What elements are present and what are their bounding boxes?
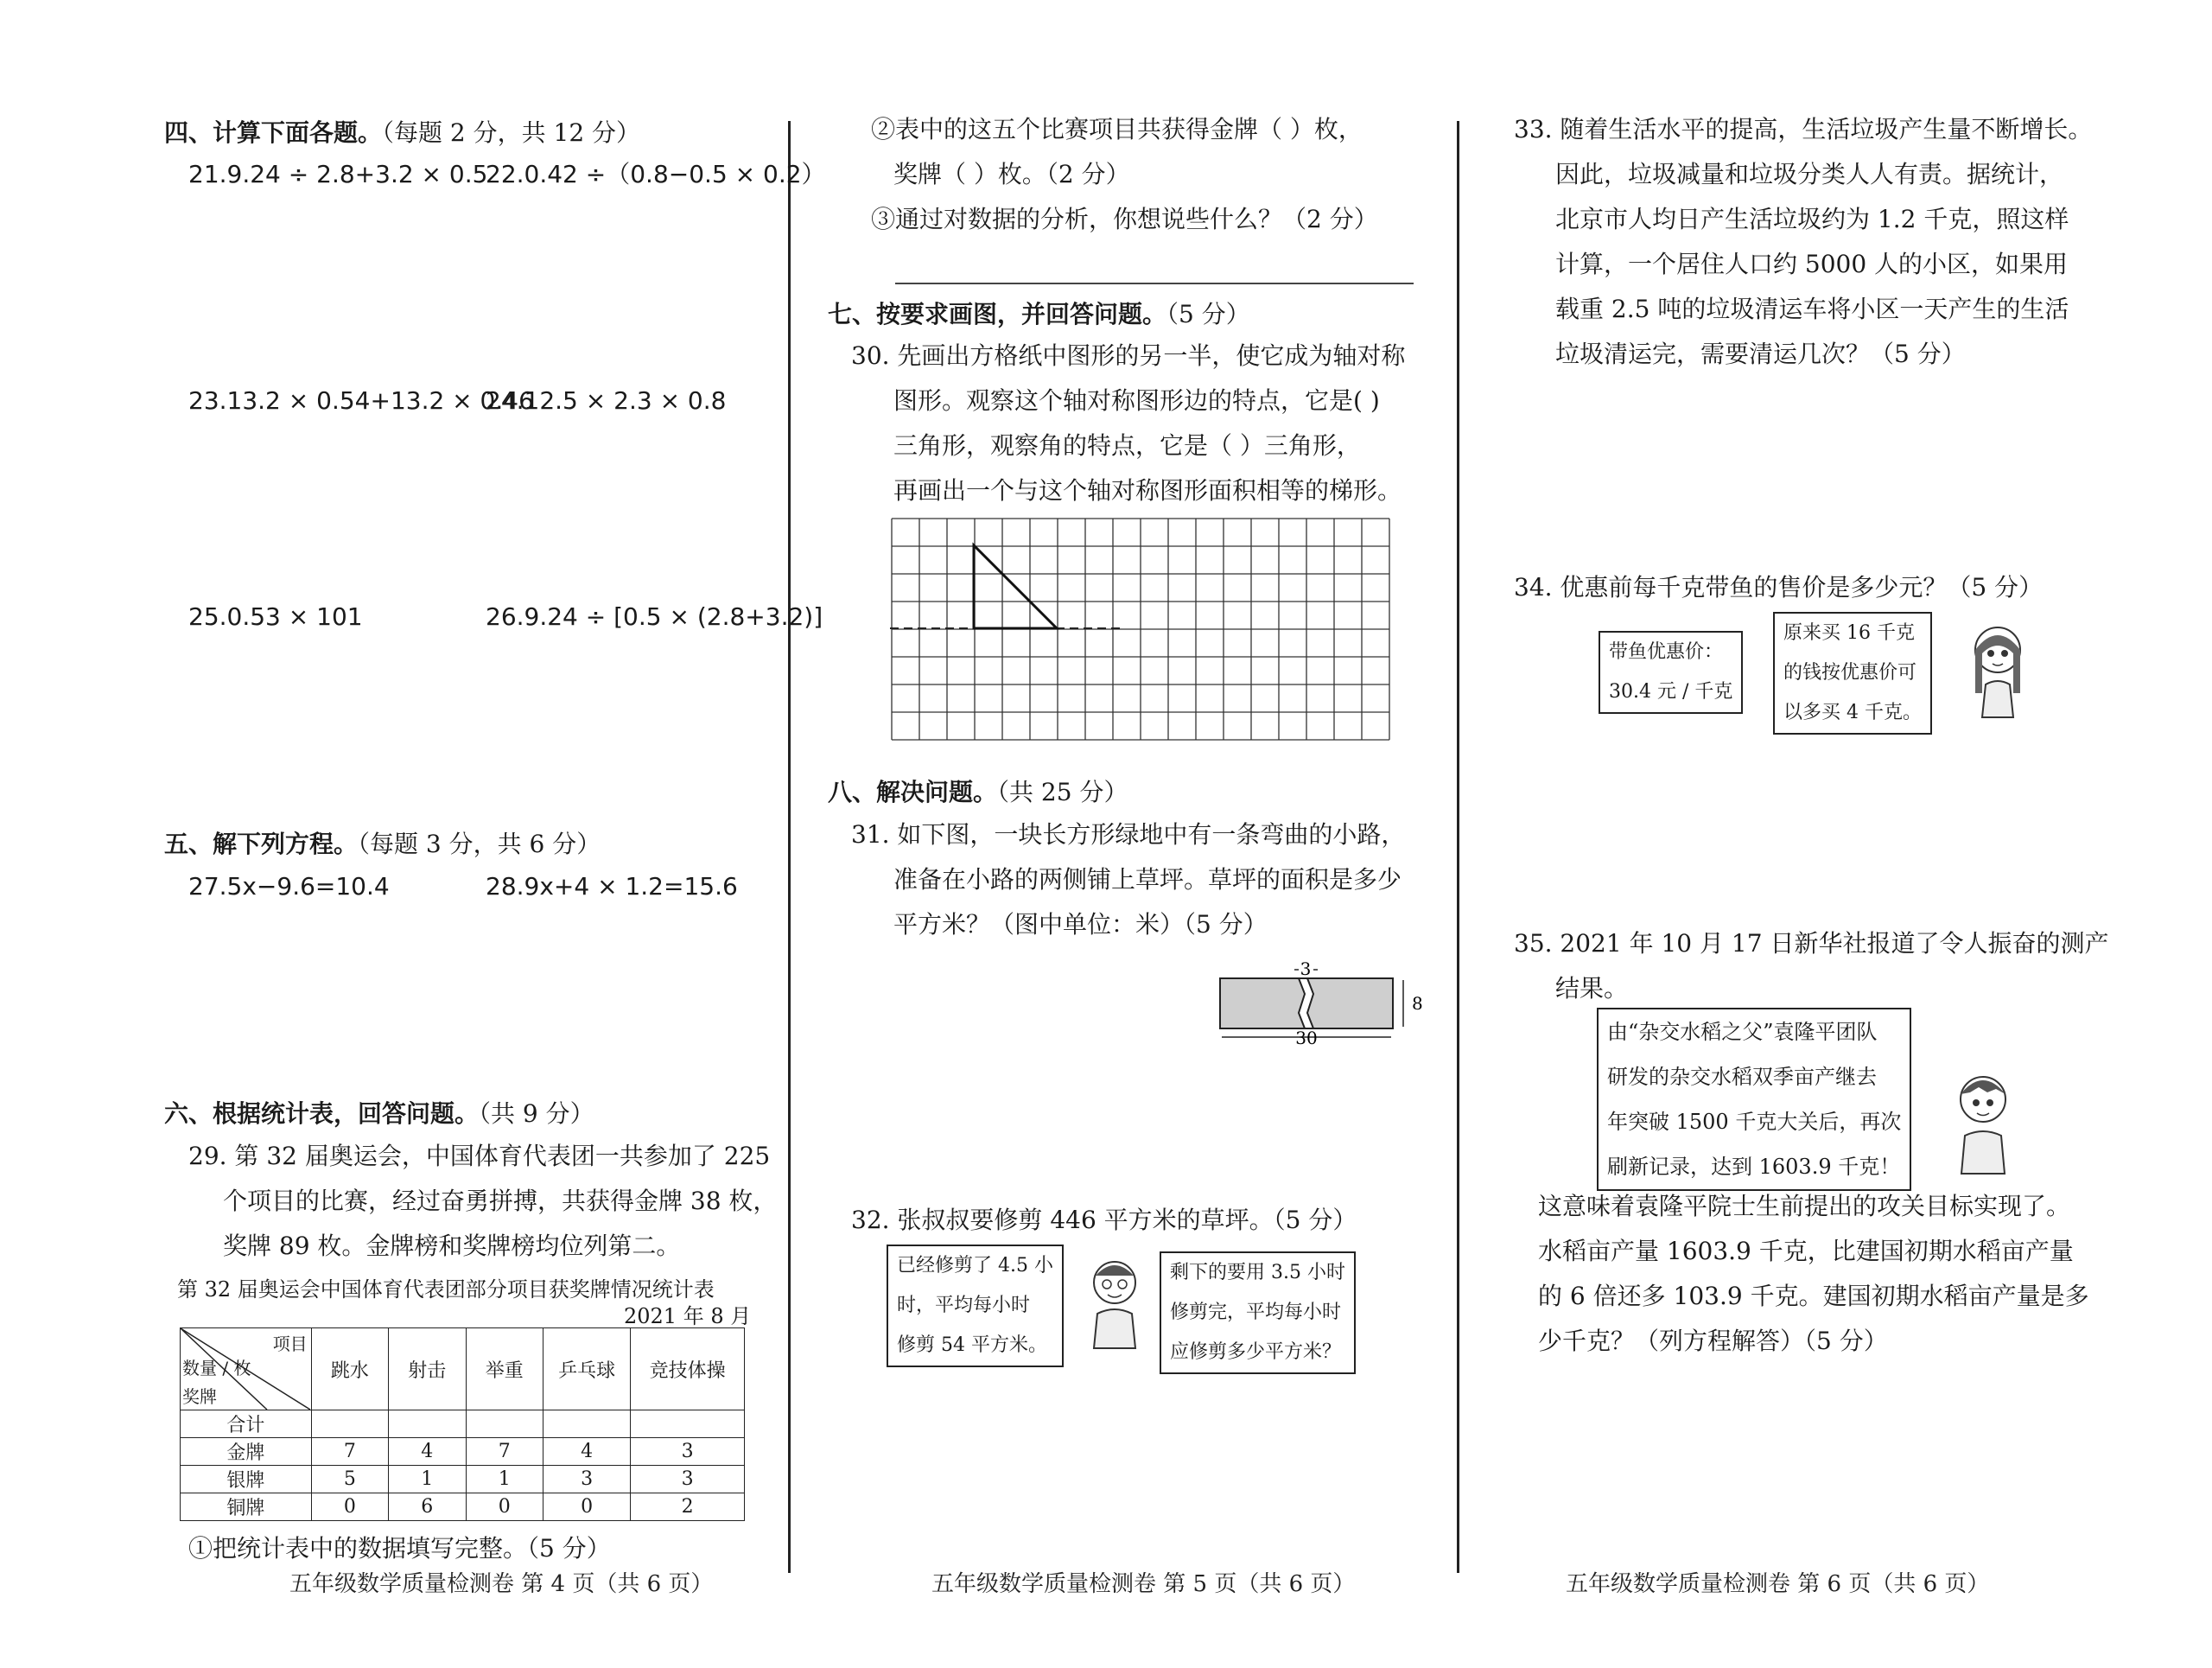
q32-box2-line: 剩下的要用 3.5 小时 bbox=[1170, 1262, 1345, 1283]
question-30-line-2: 图形。观察这个轴对称图形边的特点，它是( ) bbox=[893, 386, 1380, 415]
question-24: 24.12.5 × 2.3 × 0.8 bbox=[486, 386, 727, 415]
question-35-after-line-2: 水稻亩产量 1603.9 千克，比建国初期水稻亩产量 bbox=[1538, 1237, 2074, 1265]
question-35-line-2: 结果。 bbox=[1555, 974, 1629, 1003]
table-cell: 4 bbox=[389, 1438, 466, 1466]
q35-speech-box bbox=[1597, 1008, 1911, 1191]
question-31-line-1: 31. 如下图，一块长方形绿地中有一条弯曲的小路， bbox=[851, 820, 1406, 849]
question-33-line-2: 因此，垃圾减量和垃圾分类人人有责。据统计， bbox=[1555, 160, 2064, 188]
table-cell: 3 bbox=[543, 1466, 630, 1493]
question-29-part-2a: ②表中的这五个比赛项目共获得金牌（ ）枚， bbox=[871, 115, 1363, 143]
footer-page-4: 五年级数学质量检测卷 第 4 页（共 6 页） bbox=[289, 1571, 714, 1597]
table-header-gymnastics: 竞技体操 bbox=[631, 1328, 745, 1410]
question-33-line-1: 33. 随着生活水平的提高，生活垃圾产生量不断增长。 bbox=[1514, 115, 2093, 143]
question-35-after-line-4: 少千克？（列方程解答）（5 分） bbox=[1538, 1327, 1888, 1355]
q35-box-line: 研发的杂交水稻双季亩产继去 bbox=[1607, 1065, 1877, 1089]
table-cell: 6 bbox=[389, 1493, 466, 1521]
corner-label-bottom: 奖牌 bbox=[182, 1386, 217, 1407]
table-header-diving: 跳水 bbox=[311, 1328, 388, 1410]
table-cell: 1 bbox=[389, 1466, 466, 1493]
table-header-weightlifting: 举重 bbox=[466, 1328, 543, 1410]
statistics-table bbox=[180, 1327, 745, 1521]
question-35-after-line-3: 的 6 倍还多 103.9 千克。建国初期水稻亩产量是多 bbox=[1538, 1282, 2089, 1310]
q32-box1-line: 已经修剪了 4.5 小 bbox=[897, 1255, 1053, 1276]
table-cell: 3 bbox=[631, 1438, 745, 1466]
q34-box2-line: 原来买 16 千克 bbox=[1783, 622, 1915, 644]
column-divider-2 bbox=[1457, 121, 1459, 1573]
question-33-line-3: 北京市人均日产生活垃圾约为 1.2 千克，照这样 bbox=[1555, 205, 2069, 233]
q34-speech-box bbox=[1773, 612, 1932, 735]
question-30-line-3: 三角形，观察角的特点，它是（ ）三角形， bbox=[893, 431, 1361, 460]
table-row bbox=[181, 1493, 745, 1521]
footer-page-5: 五年级数学质量检测卷 第 5 页（共 6 页） bbox=[931, 1571, 1356, 1597]
q34-price-box bbox=[1599, 631, 1743, 714]
q34-box1-line: 30.4 元 / 千克 bbox=[1609, 681, 1733, 703]
question-35-line-1: 35. 2021 年 10 月 17 日新华社报道了令人振奋的测产 bbox=[1514, 929, 2109, 958]
table-row bbox=[181, 1438, 745, 1466]
q32-box1-line: 时，平均每小时 bbox=[897, 1295, 1031, 1316]
table-row-label: 合计 bbox=[181, 1410, 312, 1438]
table-cell: 1 bbox=[466, 1466, 543, 1493]
table-cell: 7 bbox=[466, 1438, 543, 1466]
section-8-heading: 八、解决问题。（共 25 分） bbox=[828, 778, 1128, 806]
half-triangle bbox=[974, 545, 1057, 628]
question-29-part-1: ①把统计表中的数据填写完整。（5 分） bbox=[188, 1534, 611, 1563]
separator-line bbox=[895, 283, 1414, 284]
question-32: 32. 张叔叔要修剪 446 平方米的草坪。（5 分） bbox=[851, 1206, 1357, 1234]
boy-illustration bbox=[1944, 1063, 2022, 1175]
question-29-line-1: 29. 第 32 届奥运会，中国体育代表团一共参加了 225 bbox=[188, 1142, 771, 1170]
question-22: 22.0.42 ÷（0.8−0.5 × 0.2） bbox=[486, 160, 826, 188]
table-header-row bbox=[181, 1328, 745, 1410]
question-30-line-4: 再画出一个与这个轴对称图形面积相等的梯形。 bbox=[893, 476, 1402, 505]
table-cell[interactable] bbox=[389, 1410, 466, 1438]
table-header-shooting: 射击 bbox=[389, 1328, 466, 1410]
question-26: 26.9.24 ÷ [0.5 × (2.8+3.2)] bbox=[486, 602, 823, 631]
table-cell: 7 bbox=[311, 1438, 388, 1466]
table-cell: 0 bbox=[543, 1493, 630, 1521]
table-date: 2021 年 8 月 bbox=[624, 1304, 752, 1328]
table-header-table-tennis: 乒乓球 bbox=[543, 1328, 630, 1410]
question-29-part-3: ③通过对数据的分析，你想说些什么？（2 分） bbox=[871, 205, 1378, 233]
footer-page-6: 五年级数学质量检测卷 第 6 页（共 6 页） bbox=[1566, 1571, 1990, 1597]
lawn-top-label: 3 bbox=[1300, 958, 1312, 979]
corner-label-mid: 数量 / 枚 bbox=[182, 1358, 251, 1378]
q32-speech-box-2 bbox=[1160, 1251, 1356, 1374]
table-cell: 3 bbox=[631, 1466, 745, 1493]
table-title: 第 32 届奥运会中国体育代表团部分项目获奖牌情况统计表 bbox=[177, 1277, 715, 1302]
question-29-line-2: 个项目的比赛，经过奋勇拼搏，共获得金牌 38 枚， bbox=[223, 1187, 778, 1215]
grid-paper-figure bbox=[890, 517, 1395, 745]
lawn-side-label: 8 bbox=[1412, 993, 1423, 1014]
table-cell[interactable] bbox=[466, 1410, 543, 1438]
question-23: 23.13.2 × 0.54+13.2 × 0.46 bbox=[188, 386, 534, 415]
question-29-line-3: 奖牌 89 枚。金牌榜和奖牌榜均位列第二。 bbox=[223, 1232, 681, 1260]
lawn-figure bbox=[1210, 951, 1434, 1046]
question-34: 34. 优惠前每千克带鱼的售价是多少元？（5 分） bbox=[1514, 573, 2044, 602]
q32-box2-line: 修剪完，平均每小时 bbox=[1170, 1302, 1342, 1323]
question-28: 28.9x+4 × 1.2=15.6 bbox=[486, 872, 738, 901]
table-row-label: 银牌 bbox=[181, 1466, 312, 1493]
q32-speech-box-1 bbox=[887, 1245, 1064, 1367]
question-33-line-5: 载重 2.5 吨的垃圾清运车将小区一天产生的生活 bbox=[1555, 295, 2069, 323]
table-corner-cell bbox=[181, 1328, 312, 1410]
question-35-after-line-1: 这意味着袁隆平院士生前提出的攻关目标实现了。 bbox=[1538, 1192, 2071, 1220]
table-cell: 0 bbox=[466, 1493, 543, 1521]
table-cell[interactable] bbox=[311, 1410, 388, 1438]
lawn-bottom-label: 30 bbox=[1295, 1028, 1318, 1046]
question-27: 27.5x−9.6=10.4 bbox=[188, 872, 390, 901]
q34-box1-line: 带鱼优惠价： bbox=[1609, 641, 1724, 663]
table-cell: 5 bbox=[311, 1466, 388, 1493]
table-cell[interactable] bbox=[543, 1410, 630, 1438]
table-row bbox=[181, 1410, 745, 1438]
question-31-line-3: 平方米？（图中单位：米）（5 分） bbox=[893, 910, 1268, 939]
corner-label-top: 项目 bbox=[272, 1334, 308, 1354]
table-cell: 4 bbox=[543, 1438, 630, 1466]
q34-box2-line: 以多买 4 千克。 bbox=[1783, 702, 1922, 723]
q35-box-line: 刷新记录，达到 1603.9 千克！ bbox=[1607, 1155, 1901, 1179]
question-33-line-6: 垃圾清运完，需要清运几次？（5 分） bbox=[1555, 340, 1966, 368]
question-29-part-2b: 奖牌（ ）枚。（2 分） bbox=[893, 160, 1130, 188]
girl-illustration bbox=[1963, 615, 2032, 719]
q32-box1-line: 修剪 54 平方米。 bbox=[897, 1334, 1047, 1356]
q32-box2-line: 应修剪多少平方米？ bbox=[1170, 1341, 1342, 1363]
section-7-heading: 七、按要求画图，并回答问题。（5 分） bbox=[828, 300, 1250, 328]
q34-box2-line: 的钱按优惠价可 bbox=[1783, 662, 1917, 684]
question-25: 25.0.53 × 101 bbox=[188, 602, 363, 631]
question-33-line-4: 计算，一个居住人口约 5000 人的小区，如果用 bbox=[1555, 250, 2069, 278]
q35-box-line: 由“杂交水稻之父”袁隆平团队 bbox=[1607, 1020, 1878, 1044]
section-5-heading: 五、解下列方程。（每题 3 分，共 6 分） bbox=[164, 830, 601, 858]
table-row-label: 铜牌 bbox=[181, 1493, 312, 1521]
question-30-line-1: 30. 先画出方格纸中图形的另一半，使它成为轴对称 bbox=[851, 341, 1406, 370]
question-21: 21.9.24 ÷ 2.8+3.2 × 0.5 bbox=[188, 160, 488, 188]
table-cell: 2 bbox=[631, 1493, 745, 1521]
man-illustration bbox=[1080, 1253, 1149, 1357]
column-divider-1 bbox=[788, 121, 791, 1573]
section-4-heading: 四、计算下面各题。（每题 2 分，共 12 分） bbox=[164, 118, 641, 147]
table-row bbox=[181, 1466, 745, 1493]
table-row-label: 金牌 bbox=[181, 1438, 312, 1466]
table-cell: 0 bbox=[311, 1493, 388, 1521]
table-cell[interactable] bbox=[631, 1410, 745, 1438]
question-31-line-2: 准备在小路的两侧铺上草坪。草坪的面积是多少 bbox=[893, 865, 1402, 894]
q35-box-line: 年突破 1500 千克大关后，再次 bbox=[1607, 1110, 1902, 1134]
section-6-heading: 六、根据统计表，回答问题。（共 9 分） bbox=[164, 1099, 594, 1128]
